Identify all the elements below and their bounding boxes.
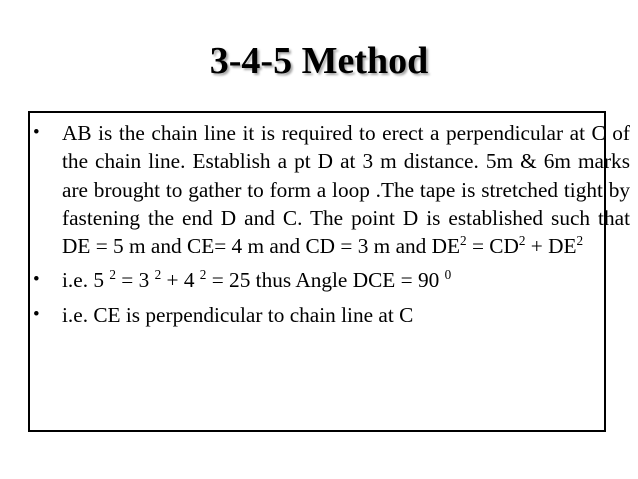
superscript: 2 xyxy=(576,233,584,248)
bullet-text-3: i.e. CE is perpendicular to chain line at C xyxy=(62,302,414,327)
bullet-list xyxy=(33,119,630,335)
bullet-text-2 xyxy=(62,266,603,294)
bullet-text-1 xyxy=(62,119,630,260)
bullet-marker: • xyxy=(33,122,40,143)
eq-part: = 25 thus Angle DCE = 90 xyxy=(206,268,445,293)
bullet-text-1-main: AB is the chain line it is required to erect a perpendicular at C of the chain line. Establish a pt D at 3 m distance. 5m & 6m marks are brought to gather to form a loop .The tape is stretched tight by fastening the end D and C. The point D is established such that DE = 5 m and CE= 4 m and CD = 3 m and DE xyxy=(62,121,630,259)
superscript: 0 xyxy=(444,267,452,283)
bullet-marker: • xyxy=(33,303,40,325)
superscript: 2 xyxy=(109,267,116,283)
slide-title: 3-4-5 Method xyxy=(209,40,429,82)
bullet-marker: • xyxy=(33,269,40,291)
eq-part: i.e. 5 xyxy=(62,268,110,293)
bullet-item-3 xyxy=(33,301,603,329)
eq-part: = 3 xyxy=(115,268,155,293)
bullet-text-1-mid2: + DE xyxy=(525,234,577,259)
superscript: 2 xyxy=(518,233,526,248)
superscript: 2 xyxy=(460,233,467,248)
bullet-text-1-mid1: = CD xyxy=(466,234,519,259)
eq-part: + 4 xyxy=(161,268,200,293)
bullet-item-2 xyxy=(33,266,603,294)
bullet-item-1 xyxy=(33,119,630,260)
superscript: 2 xyxy=(154,267,162,283)
superscript: 2 xyxy=(199,267,207,283)
